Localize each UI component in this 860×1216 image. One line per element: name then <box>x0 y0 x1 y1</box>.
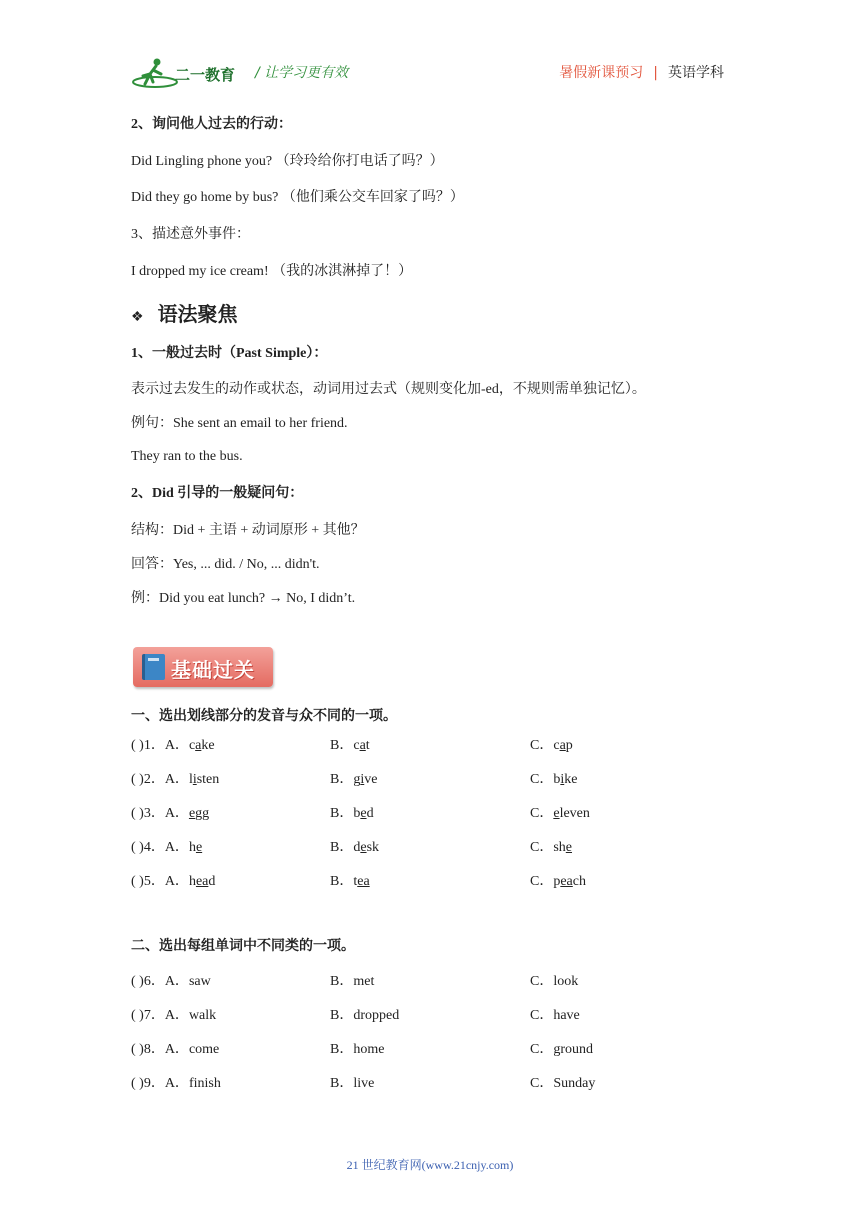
word-part: p <box>553 874 561 889</box>
word-part: b <box>553 772 561 787</box>
option-word: have <box>553 1008 580 1023</box>
option-word: finish <box>188 1076 221 1091</box>
logo-text: 二一教育 <box>175 66 236 84</box>
word-part: leven <box>559 806 590 821</box>
option-letter: B． <box>330 1076 354 1091</box>
basic-level-badge <box>133 647 273 687</box>
grammar-point-2-answer: 回答：Yes, ... did. / No, ... didn't. <box>131 557 320 572</box>
option-b <box>330 836 379 856</box>
option-b <box>330 768 377 788</box>
grammar-point-1-title: 1、一般过去时（Past Simple）： <box>131 346 328 361</box>
grammar-heading-row <box>131 298 238 327</box>
option-letter: B． <box>330 772 354 787</box>
option-letter: C． <box>530 1008 554 1023</box>
option-c <box>530 836 572 856</box>
word-part: h <box>188 874 196 889</box>
option-letter: C． <box>530 874 554 889</box>
logo <box>131 56 241 90</box>
underlined-part: a <box>559 738 566 753</box>
option-b <box>330 734 370 754</box>
option-b <box>330 802 374 822</box>
word-part: sk <box>366 840 380 855</box>
option-c <box>530 870 586 890</box>
word-part: h <box>188 840 196 855</box>
grammar-point-2-structure: 结构：Did + 主语 + 动词原形 + 其他？ <box>131 523 365 538</box>
underlined-part: i <box>192 772 197 787</box>
option-word: met <box>353 974 375 989</box>
option-word <box>189 840 202 855</box>
word-part: sh <box>553 840 566 855</box>
underlined-part: ea <box>195 874 209 889</box>
underlined-part: e <box>360 806 367 821</box>
word-part: d <box>366 806 374 821</box>
option-b <box>330 1004 399 1024</box>
underlined-part: ea <box>357 874 370 889</box>
item3-title: 3、描述意外事件： <box>131 227 250 242</box>
grammar-point-1-desc: 表示过去发生的动作或状态，动词用过去式（规则变化加-ed，不规则需单独记忆）。 <box>131 382 646 397</box>
item3-example-1: I dropped my ice cream! （我的冰淇淋掉了！） <box>131 264 413 279</box>
question-row <box>131 1072 221 1092</box>
question-number: ( )6．A． <box>131 974 189 989</box>
word-part: d <box>353 840 361 855</box>
option-letter: C． <box>530 772 554 787</box>
option-word <box>189 738 215 753</box>
underlined-part: i <box>360 772 365 787</box>
option-letter: B． <box>330 1008 354 1023</box>
option-letter: B． <box>330 840 354 855</box>
question-row <box>131 1004 216 1024</box>
option-word: walk <box>188 1008 217 1023</box>
option-word <box>353 772 377 787</box>
word-part: sten <box>196 772 220 787</box>
question-row <box>131 734 215 754</box>
option-letter: B． <box>330 974 354 989</box>
option-letter: B． <box>330 806 354 821</box>
option-b <box>330 970 374 990</box>
question-number: ( )2．A． <box>131 772 189 787</box>
word-part: d <box>208 874 216 889</box>
option-b <box>330 1038 384 1058</box>
word-part: c <box>353 738 360 753</box>
word-part: t <box>353 874 358 889</box>
word-part: ve <box>364 772 378 787</box>
option-word: live <box>353 1076 375 1091</box>
option-c <box>530 1072 595 1092</box>
section2-title: 二、选出每组单词中不同类的一项。 <box>131 939 355 954</box>
option-word <box>553 840 572 855</box>
option-letter: C． <box>530 1076 554 1091</box>
option-b <box>330 1072 374 1092</box>
option-c <box>530 1004 580 1024</box>
question-row <box>131 836 202 856</box>
option-c <box>530 768 577 788</box>
grammar-heading: 语法聚焦 <box>157 302 238 326</box>
grammar-point-1-example-1: 例句：She sent an email to her friend. <box>131 416 348 431</box>
option-word: ground <box>553 1042 594 1057</box>
option-word: home <box>353 1042 385 1057</box>
option-c <box>530 802 590 822</box>
word-part: p <box>565 738 573 753</box>
option-word <box>353 840 379 855</box>
option-word <box>553 806 590 821</box>
runner-logo-icon <box>131 56 241 90</box>
option-c <box>530 1038 593 1058</box>
question-number: ( )9．A． <box>131 1076 189 1091</box>
word-part: b <box>353 806 361 821</box>
option-letter: C． <box>530 738 554 753</box>
option-word <box>189 772 219 787</box>
word-part: l <box>188 772 193 787</box>
grammar-point-2-title: 2、Did 引导的一般疑问句： <box>131 486 304 501</box>
slogan: / 让学习更有效 <box>255 65 349 81</box>
option-b <box>330 870 370 890</box>
option-word: come <box>188 1042 220 1057</box>
underlined-part: a <box>195 738 202 753</box>
option-letter: B． <box>330 1042 354 1057</box>
word-part: ch <box>572 874 586 889</box>
question-number: ( )8．A． <box>131 1042 189 1057</box>
option-word: saw <box>188 974 211 989</box>
question-number: ( )1．A． <box>131 738 189 753</box>
grammar-point-2-example: 例：Did you eat lunch? → No, I didn’t. <box>131 591 356 606</box>
word-part: t <box>365 738 370 753</box>
item2-title: 2、询问他人过去的行动： <box>131 117 292 132</box>
underlined-part: a <box>359 738 366 753</box>
option-word <box>353 874 369 889</box>
section1-title: 一、选出划线部分的发音与众不同的一项。 <box>131 709 397 724</box>
option-word: dropped <box>353 1008 400 1023</box>
option-letter: C． <box>530 974 554 989</box>
word-part: c <box>553 738 560 753</box>
badge-label: 基础过关 <box>171 658 255 682</box>
footer: 21 世纪教育网(www.21cnjy.com) <box>346 1158 514 1172</box>
question-number: ( )3．A． <box>131 806 189 821</box>
underlined-part: i <box>560 772 565 787</box>
word-part: ke <box>564 772 578 787</box>
option-letter: B． <box>330 874 354 889</box>
underlined-part: e <box>553 806 560 821</box>
diamond-bullet-icon: ❖ <box>131 310 144 325</box>
question-number: ( )5．A． <box>131 874 189 889</box>
course-label: 暑假新课预习 <box>559 65 644 81</box>
question-number: ( )4．A． <box>131 840 189 855</box>
option-letter: C． <box>530 806 554 821</box>
word-part: g <box>353 772 361 787</box>
option-word <box>189 874 215 889</box>
question-row <box>131 970 211 990</box>
grammar-point-1-example-2: They ran to the bus. <box>131 449 243 464</box>
subject-label: 英语学科 <box>668 65 724 81</box>
question-row <box>131 768 219 788</box>
header-right <box>559 62 724 82</box>
option-word <box>353 806 373 821</box>
question-row <box>131 802 209 822</box>
item2-example-1: Did Lingling phone you? （玲玲给你打电话了吗？） <box>131 154 444 169</box>
option-letter: B． <box>330 738 354 753</box>
underlined-part: e <box>565 840 573 855</box>
option-word: Sunday <box>553 1076 596 1091</box>
underlined-part: e <box>188 806 196 821</box>
book-icon <box>142 654 165 680</box>
option-word <box>553 874 586 889</box>
option-word: look <box>553 974 579 989</box>
option-letter: C． <box>530 1042 554 1057</box>
question-number: ( )7．A． <box>131 1008 189 1023</box>
question-row <box>131 1038 219 1058</box>
option-letter: C． <box>530 840 554 855</box>
option-c <box>530 734 573 754</box>
item2-example-2: Did they go home by bus? （他们乘公交车回家了吗？） <box>131 190 464 205</box>
option-word <box>553 738 572 753</box>
word-part: gg <box>195 806 210 821</box>
option-word <box>353 738 369 753</box>
option-word <box>553 772 577 787</box>
word-part: ke <box>201 738 215 753</box>
underlined-part: e <box>195 840 203 855</box>
underlined-part: ea <box>560 874 573 889</box>
underlined-part: e <box>360 840 367 855</box>
question-row <box>131 870 215 890</box>
option-c <box>530 970 578 990</box>
option-word <box>189 806 209 821</box>
header-separator: | <box>653 65 658 81</box>
word-part: c <box>188 738 196 753</box>
